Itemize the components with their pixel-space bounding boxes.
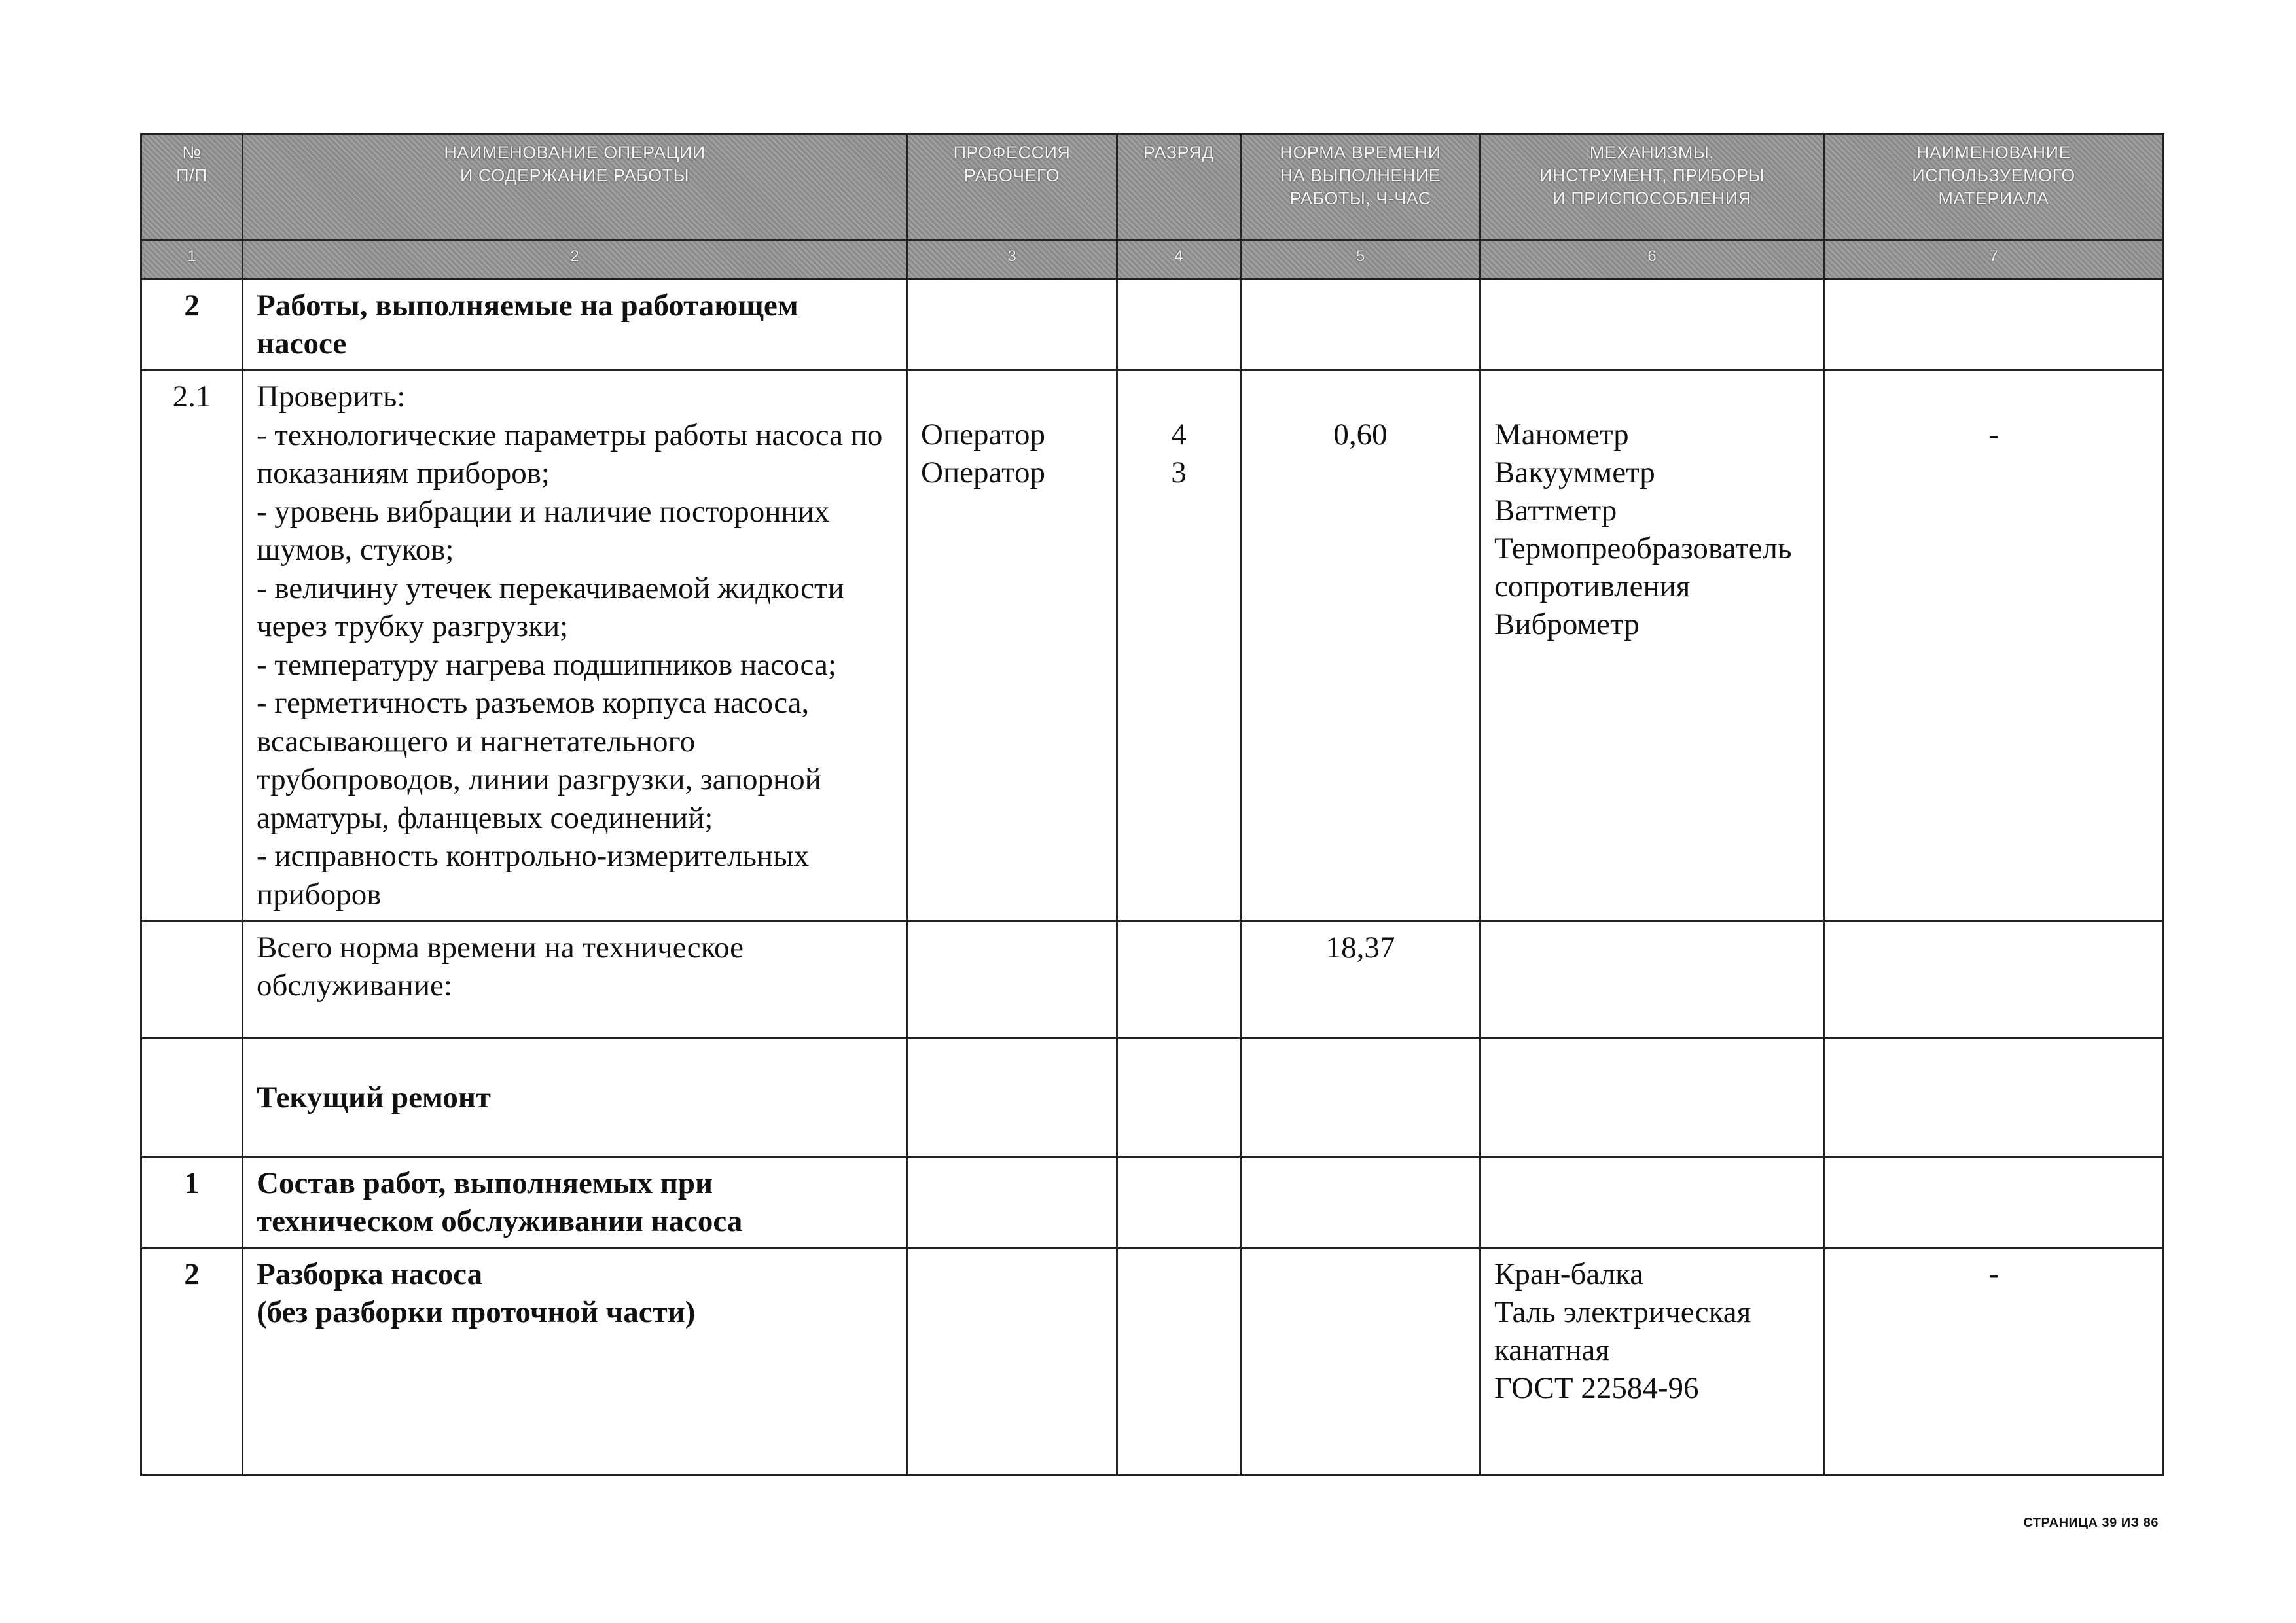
row-number bbox=[141, 921, 243, 1038]
row-tools bbox=[1480, 279, 1824, 370]
header-number: № П/П bbox=[141, 134, 243, 240]
row-profession bbox=[907, 1157, 1117, 1248]
header-material: НАИМЕНОВАНИЕ ИСПОЛЬЗУЕМОГО МАТЕРИАЛА bbox=[1824, 134, 2164, 240]
row-tools: Манометр Вакуумметр Ваттметр Термопреобразователь сопротивления Виброметр bbox=[1480, 370, 1824, 921]
column-number: 2 bbox=[243, 240, 907, 279]
row-number: 1 bbox=[141, 1157, 243, 1248]
row-material bbox=[1824, 1157, 2164, 1248]
row-operation: Состав работ, выполняемых при техническом обслуживании насоса bbox=[243, 1157, 907, 1248]
row-number: 2 bbox=[141, 1248, 243, 1476]
row-grade bbox=[1117, 279, 1241, 370]
row-time-norm bbox=[1241, 1157, 1480, 1248]
row-profession bbox=[907, 1038, 1117, 1157]
row-profession bbox=[907, 1248, 1117, 1476]
table-row bbox=[141, 1157, 2164, 1248]
row-time-norm bbox=[1241, 1248, 1480, 1476]
table-row bbox=[141, 370, 2164, 921]
row-operation: Проверить: - технологические параметры работы насоса по показаниям приборов; - уровень вибрации и наличие посторонних шумов, стуков; - величину утечек перекачиваемой жидкости через трубку разгрузки; - температуру нагрева подшипников насоса; - герметичность разъемов корпуса насоса, всасывающего и нагнетательного трубопроводов, линии разгрузки, запорной арматуры, фланцевых соединений; - исправность контрольно-измерительных приборов bbox=[243, 370, 907, 921]
header-operation: НАИМЕНОВАНИЕ ОПЕРАЦИИ И СОДЕРЖАНИЕ РАБОТЫ bbox=[243, 134, 907, 240]
row-time-norm: 18,37 bbox=[1241, 921, 1480, 1038]
row-operation: Работы, выполняемые на работающем насосе bbox=[243, 279, 907, 370]
row-time-norm bbox=[1241, 279, 1480, 370]
row-tools bbox=[1480, 921, 1824, 1038]
header-profession: ПРОФЕССИЯ РАБОЧЕГО bbox=[907, 134, 1117, 240]
row-material bbox=[1824, 921, 2164, 1038]
row-material bbox=[1824, 279, 2164, 370]
column-number: 4 bbox=[1117, 240, 1241, 279]
column-number: 1 bbox=[141, 240, 243, 279]
row-number: 2 bbox=[141, 279, 243, 370]
row-grade bbox=[1117, 1038, 1241, 1157]
column-number: 5 bbox=[1241, 240, 1480, 279]
table-row bbox=[141, 279, 2164, 370]
table-row bbox=[141, 921, 2164, 1038]
row-material: - bbox=[1824, 370, 2164, 921]
column-number: 6 bbox=[1480, 240, 1824, 279]
row-grade: 4 3 bbox=[1117, 370, 1241, 921]
row-profession: Оператор Оператор bbox=[907, 370, 1117, 921]
row-tools bbox=[1480, 1157, 1824, 1248]
row-number: 2.1 bbox=[141, 370, 243, 921]
row-time-norm bbox=[1241, 1038, 1480, 1157]
header-tools: МЕХАНИЗМЫ, ИНСТРУМЕНТ, ПРИБОРЫ И ПРИСПОСОБЛЕНИЯ bbox=[1480, 134, 1824, 240]
row-operation: Текущий ремонт bbox=[243, 1038, 907, 1157]
row-time-norm: 0,60 bbox=[1241, 370, 1480, 921]
row-operation: Разборка насоса (без разборки проточной части) bbox=[243, 1248, 907, 1476]
row-grade bbox=[1117, 1248, 1241, 1476]
operations-table bbox=[140, 133, 2164, 1476]
column-number: 3 bbox=[907, 240, 1117, 279]
column-number-row bbox=[141, 240, 2164, 279]
row-material: - bbox=[1824, 1248, 2164, 1476]
row-number bbox=[141, 1038, 243, 1157]
row-tools: Кран-балка Таль электрическая канатная ГОСТ 22584-96 bbox=[1480, 1248, 1824, 1476]
table-row bbox=[141, 1248, 2164, 1476]
page-number: СТРАНИЦА 39 ИЗ 86 bbox=[2023, 1516, 2159, 1530]
header-row bbox=[141, 134, 2164, 240]
row-grade bbox=[1117, 921, 1241, 1038]
table-row bbox=[141, 1038, 2164, 1157]
row-operation: Всего норма времени на техническое обслуживание: bbox=[243, 921, 907, 1038]
header-time-norm: НОРМА ВРЕМЕНИ НА ВЫПОЛНЕНИЕ РАБОТЫ, Ч-ЧАС bbox=[1241, 134, 1480, 240]
row-profession bbox=[907, 279, 1117, 370]
column-number: 7 bbox=[1824, 240, 2164, 279]
row-material bbox=[1824, 1038, 2164, 1157]
row-grade bbox=[1117, 1157, 1241, 1248]
header-grade: РАЗРЯД bbox=[1117, 134, 1241, 240]
row-profession bbox=[907, 921, 1117, 1038]
row-tools bbox=[1480, 1038, 1824, 1157]
